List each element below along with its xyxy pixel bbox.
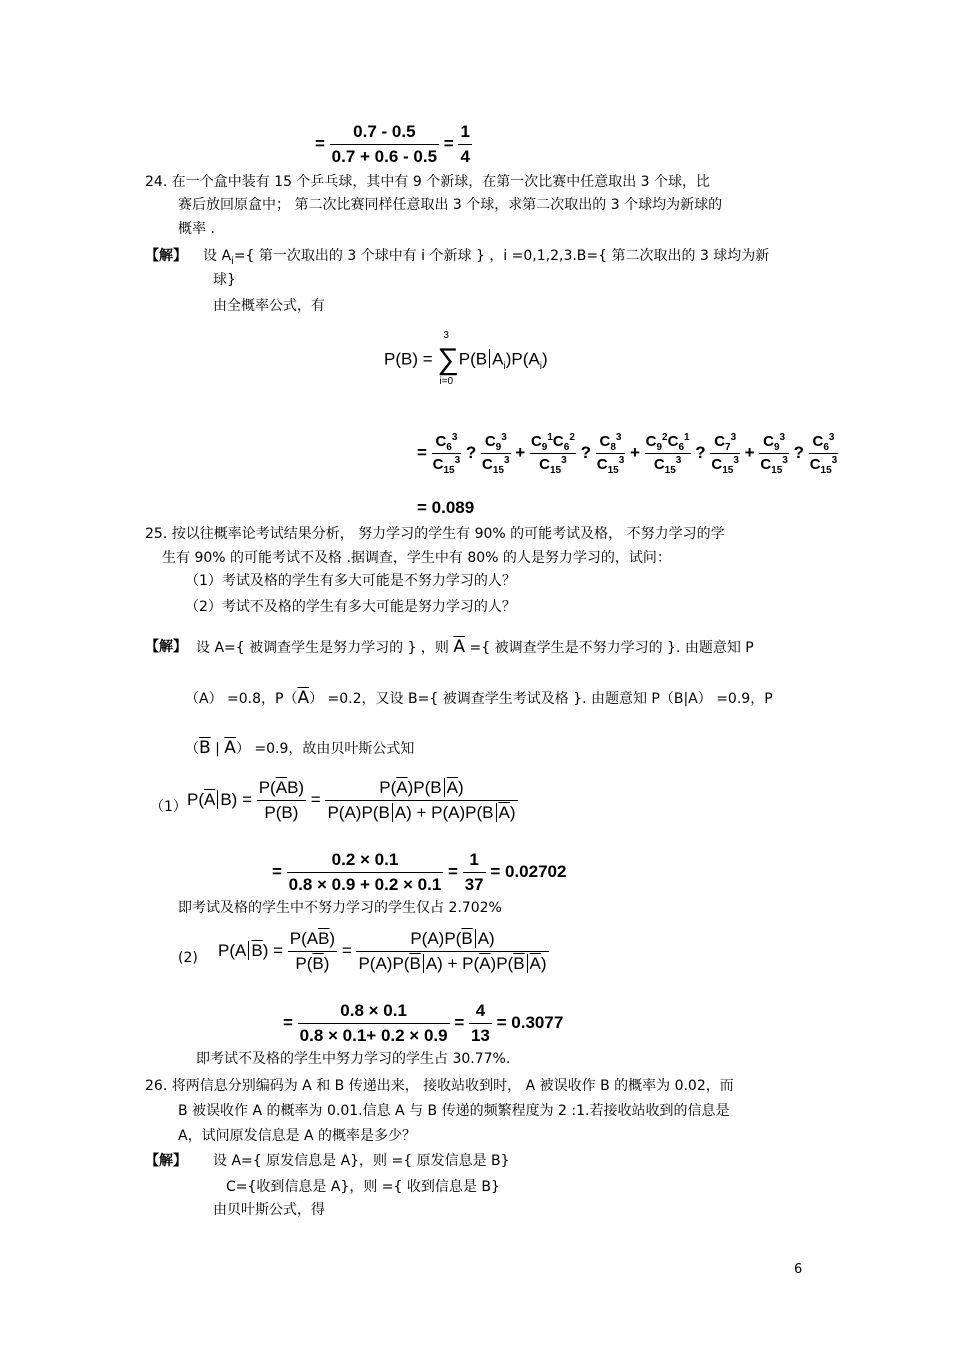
p24-solution-tag: 【解】: [145, 248, 187, 264]
p24-line3: 概率 .: [178, 221, 215, 237]
p26-sol-line2: C={收到信息是 A}，则 ={ 收到信息是 B}: [226, 1179, 500, 1195]
part2-bayes-formula: P(A $\overline{B}$) = $\frac{P(A\overline{B})}{P(\overline{B})}$ = $\frac{P(A)P(\overline{B} A)}{P(A)P(\overline{B} A) + P(\overline{A})P(\overline{B} \overline{A})}$: [218, 929, 547, 973]
eq-sign: =: [443, 133, 454, 153]
p25-solution-tag: 【解】: [145, 639, 187, 655]
top-result-fraction: $\frac{1}{4}$: [460, 122, 470, 166]
page-number: 6: [794, 1262, 803, 1277]
p26-solution-tag: 【解】: [145, 1153, 187, 1169]
p24-line1: 24. 在一个盒中装有 15 个乒乓球，其中有 9 个新球，在第一次比赛中任意取出 3 个球，比: [145, 174, 711, 190]
part2-calculation: = $\frac{0.8 \times 0.1}{0.8 \times 0.1+ 0.2 \times 0.9}$ = $\frac{4}{13}$ = 0.3077: [283, 1001, 564, 1045]
p25-line1: 25. 按以往概率论考试结果分析， 努力学习的学生有 90% 的可能考试及格， 不努力学习的学: [145, 526, 725, 542]
top-fraction-num: 0.7 - 0.5: [330, 122, 439, 145]
top-fraction-den: 0.7 + 0.6 - 0.5: [331, 147, 438, 166]
part1-note: 即考试及格的学生中不努力学习的学生仅占 2.702%: [178, 900, 502, 916]
p25-question2: （2）考试不及格的学生有多大可能是努力学习的人？: [185, 599, 516, 615]
p24-sol-line2: 球}: [213, 272, 236, 288]
p24-sol-line3: 由全概率公式，有: [213, 298, 325, 314]
p25-sol-line3: （$\overline{B}$ | $\overline{A}) =0.9$，故由贝叶斯公式知: [185, 738, 415, 758]
p25-sol-line1: 设 A={ 被调查学生是努力学习的 } ，则 $\overline{A}$ ={ 被调查学生是不努力学习的 }. 由题意知 P: [196, 637, 754, 657]
part1-bayes-formula: $P(\overline{A}$ B) = $\frac{P(\overline{A}B)}{P(B)}$ = $\frac{P(\overline{A})P(B \overline{A})}{P(A)P(B A) + P(A)P(B \overline{A})}$: [187, 778, 516, 822]
p25-question1: （1）考试及格的学生有多大可能是不努力学习的人？: [185, 573, 516, 589]
part1-calculation: = $\frac{0.2 \times 0.1}{0.8 \times 0.9 + 0.2 \times 0.1}$ = $\frac{1}{37}$ = 0.02702: [272, 850, 567, 894]
total-probability-formula: P(B) = ∑ 3 i=0 P(B $A_i)P(A_i)$: [384, 330, 548, 387]
top-equation: [315, 122, 472, 167]
part1-label: （1）: [150, 799, 187, 815]
p24-line2: 赛后放回原盒中； 第二次比赛同样任意取出 3 个球，求第二次取出的 3 个球均为新球的: [178, 197, 723, 213]
combination-expression: = $\frac{C_6^3}{C_{15}^3}$ ? $\frac{C_9^3}{C_{15}^3}$ + $\frac{C_9^1C_6^2}{C_{15}^3}$ ? $\frac{C_8^3}{C_{15}^3}$ + $\frac{C_9^2C_6^1}{C_{15}^3}$ ? $\frac{C_7^3}{C_{15}^3}$ + $\frac{C_9^3}{C_{15}^3}$ ? $\frac{C_6^3}{C_{15}^3}$: [417, 432, 838, 476]
top-fraction: [330, 122, 439, 167]
p26-sol-line1: 设 A={ 原发信息是 A}，则 ={ 原发信息是 B}: [213, 1153, 510, 1169]
p24-sol-line1: 设 $A_i=${ 第一次取出的 3 个球中有 i 个新球 } ，i =0,1,2,3.B={ 第二次取出的 3 球均为新: [203, 248, 770, 267]
part2-note: 即考试不及格的学生中努力学习的学生占 30.77%.: [196, 1051, 511, 1067]
p26-line3: A，试问原发信息是 A 的概率是多少？: [178, 1128, 417, 1144]
p24-result: = 0.089: [417, 498, 475, 517]
sum-symbol: ∑ 3 i=0: [437, 330, 459, 387]
p25-line2: 生有 90% 的可能考试不及格 .据调查，学生中有 80% 的人是努力学习的，试问：: [162, 550, 671, 566]
p26-sol-line3: 由贝叶斯公式，得: [213, 1202, 325, 1218]
p25-sol-line2: （A） =0.8，$P(\overline{A}) =0.2$，又设 B={ 被调查学生考试及格 }. 由题意知 P（B|A） =0.9，P: [185, 688, 773, 708]
p26-line1: 26. 将两信息分别编码为 A 和 B 传递出来， 接收站收到时， A 被误收作 B 的概率为 0.02，而: [145, 1078, 734, 1094]
part2-label: (2): [178, 950, 198, 966]
p26-line2: B 被误收作 A 的概率为 0.01.信息 A 与 B 传递的频繁程度为 2 :1.若接收站收到的信息是: [178, 1103, 730, 1119]
eq-sign: =: [315, 133, 325, 153]
